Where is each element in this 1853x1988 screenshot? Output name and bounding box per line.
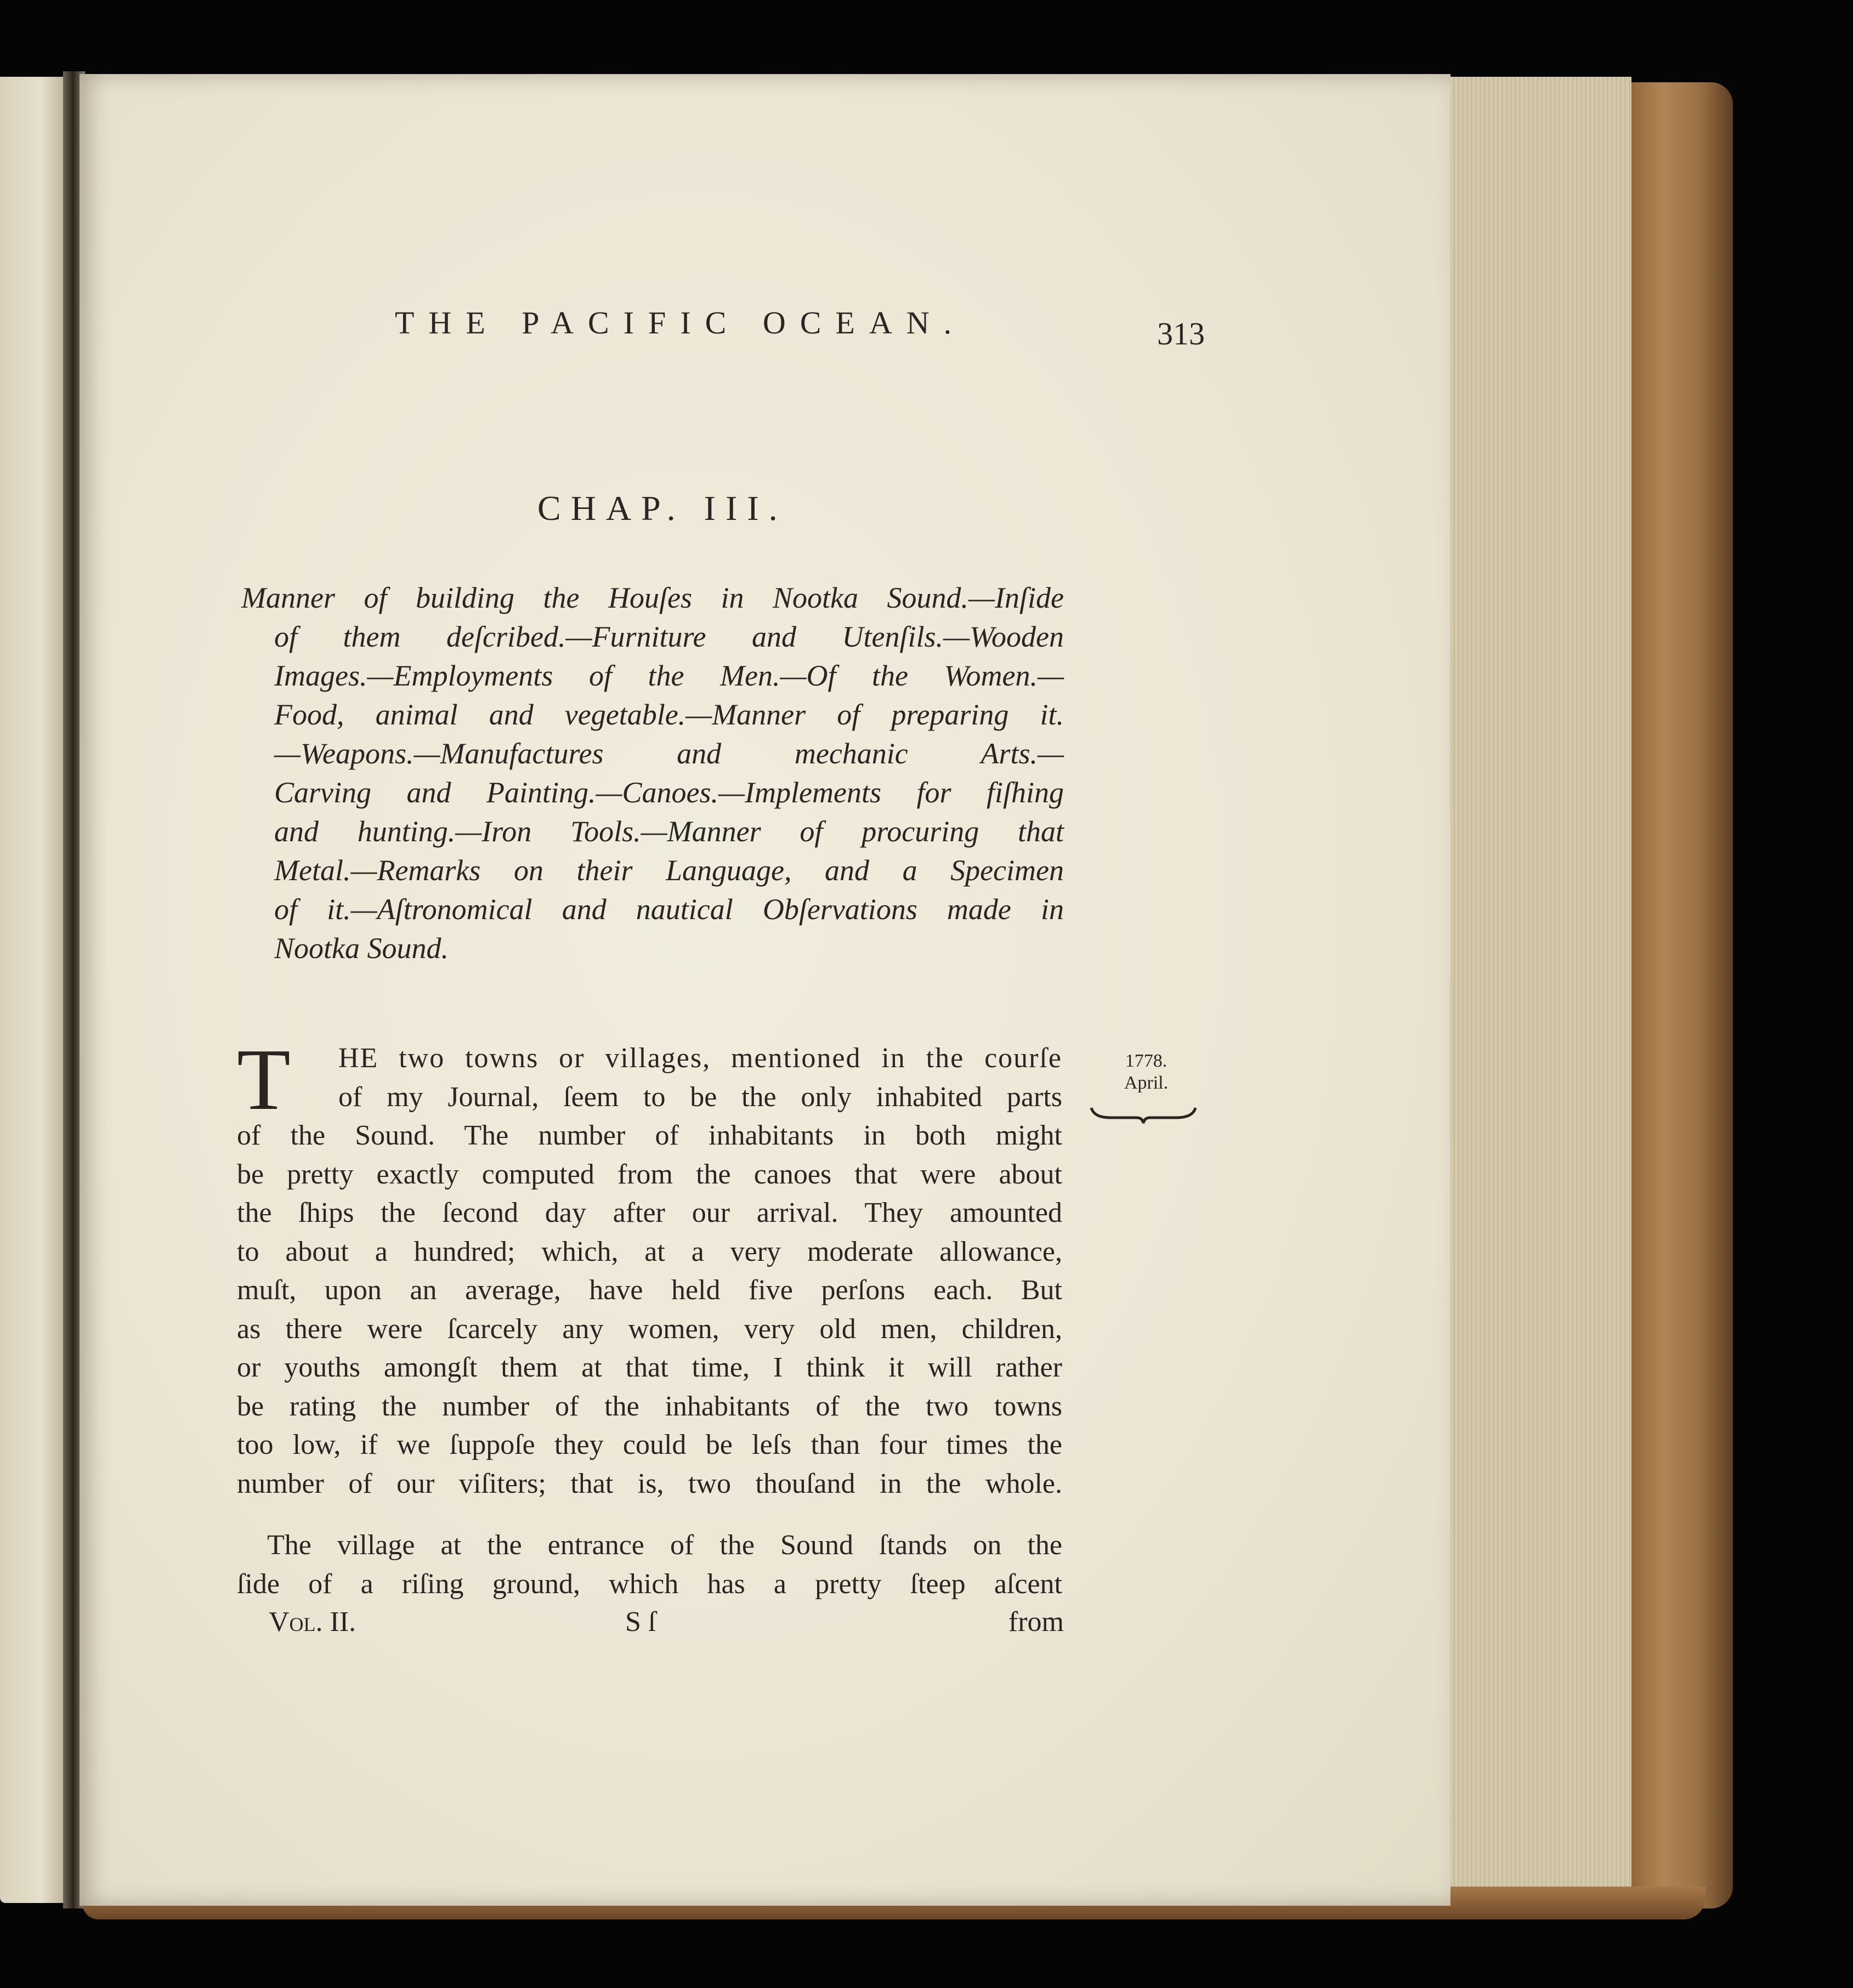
body-line: ſide of a riſing ground, which has a pretty ſteep aſcent [237, 1568, 1062, 1600]
summary-line: of them deſcribed.—Furniture and Utenſils.—Wooden [274, 620, 1064, 653]
body-line: too low, if we ſuppoſe they could be leſs than four times the [237, 1429, 1062, 1460]
paragraph-gap [237, 1503, 1062, 1526]
margin-month: April. [1124, 1073, 1169, 1093]
body-line: number of our viſiters; that is, two thouſand in the whole. [237, 1468, 1062, 1499]
summary-line: Nootka Sound. [274, 932, 449, 965]
body-line: of my Journal, ſeem to be the only inhabited parts [338, 1081, 1062, 1113]
page-footer [269, 1606, 1064, 1644]
volume-label: Vol. II. [269, 1606, 356, 1638]
chapter-summary [241, 579, 1064, 968]
page-fore-edge [1442, 77, 1631, 1887]
drop-cap: T [237, 1030, 291, 1128]
summary-line: and hunting.—Iron Tools.—Manner of procuring that [274, 815, 1064, 848]
summary-line: Images.—Employments of the Men.—Of the Women.— [274, 659, 1064, 692]
body-line: The village at the entrance of the Sound ſtands on the [267, 1530, 1062, 1561]
catchword: from [1008, 1606, 1064, 1638]
curly-brace-icon [1089, 1102, 1198, 1124]
body-line: muſt, upon an average, have held five perſons each. But [237, 1275, 1062, 1306]
summary-line: Metal.—Remarks on their Language, and a Specimen [274, 854, 1064, 887]
summary-line: Manner of building the Houſes in Nootka Sound.—Inſide [241, 581, 1064, 614]
body-line: be rating the number of the inhabitants of the two towns [237, 1390, 1062, 1422]
body-line: as there were ſcarcely any women, very old men, children, [237, 1313, 1062, 1345]
body-line: be pretty exactly computed from the canoes that were about [237, 1158, 1062, 1190]
running-head: THE PACIFIC OCEAN. [395, 305, 966, 341]
summary-line: Food, animal and vegetable.—Manner of preparing it. [274, 698, 1064, 731]
signature-mark: S ſ [625, 1606, 656, 1638]
chapter-heading: CHAP. III. [537, 489, 787, 528]
facing-page-edge [0, 77, 69, 1903]
summary-line: —Weapons.—Manufactures and mechanic Arts.— [274, 737, 1064, 770]
summary-line: of it.—Aſtronomical and nautical Obſervations made in [274, 893, 1064, 926]
summary-line: Carving and Painting.—Canoes.—Implements for fiſhing [274, 776, 1064, 809]
body-line: HE two towns or villages, mentioned in the courſe [338, 1043, 1062, 1074]
body-line: the ſhips the ſecond day after our arrival. They amounted [237, 1197, 1062, 1228]
body-line: of the Sound. The number of inhabitants in both might [237, 1120, 1062, 1151]
page-number: 313 [1157, 316, 1205, 352]
body-line: to about a hundred; which, at a very moderate allowance, [237, 1236, 1062, 1267]
leather-cover [1623, 82, 1733, 1908]
body-line: or youths amongſt them at that time, I think it will rather [237, 1352, 1062, 1383]
body-text [237, 1030, 1062, 1604]
margin-year: 1778. [1125, 1051, 1168, 1071]
